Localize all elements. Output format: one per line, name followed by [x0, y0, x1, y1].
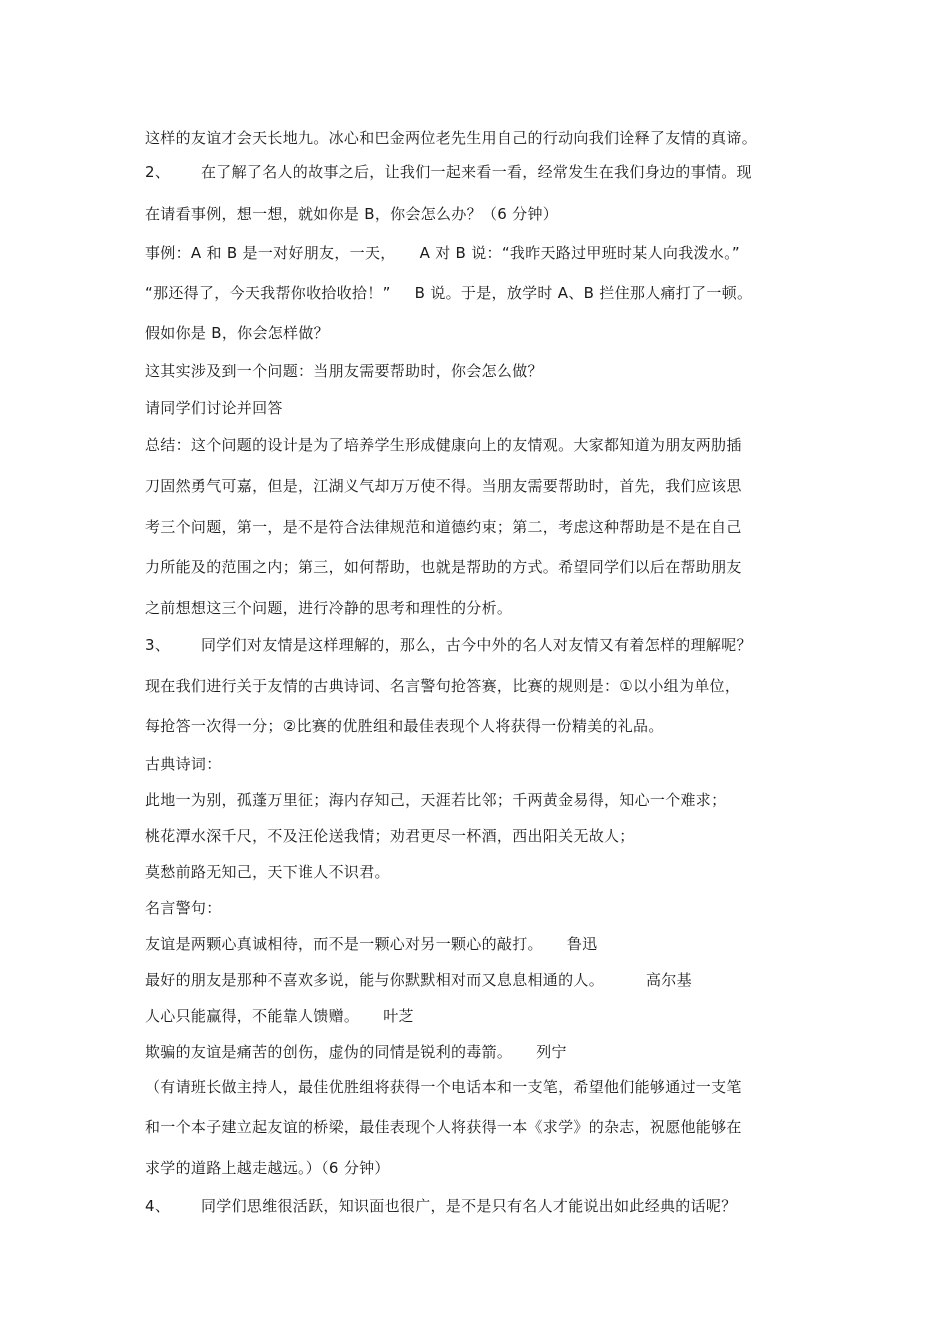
summary-line: 考三个问题，第一，是不是符合法律规范和道德约束；第二，考虑这种帮助是不是在自己	[145, 518, 742, 536]
quote-line	[145, 1042, 567, 1062]
section-3-line-1	[145, 635, 752, 655]
section-4-line-1	[145, 1196, 737, 1216]
summary-line: 刀固然勇气可嘉，但是，江湖义气却万万使不得。当朋友需要帮助时，首先，我们应该思	[145, 477, 742, 495]
quote-text: 友谊是两颗心真诚相待，而不是一颗心对另一颗心的敲打。	[145, 935, 543, 953]
quote-text: 欺骗的友谊是痛苦的创伤，虚伪的同情是锐利的毒箭。	[145, 1043, 513, 1061]
note-line: （有请班长做主持人，最佳优胜组将获得一个电话本和一支笔，希望他们能够通过一支笔	[145, 1078, 742, 1096]
section-number: 4、	[145, 1197, 171, 1215]
paragraph-line: 这样的友谊才会天长地九。冰心和巴金两位老先生用自己的行动向我们诠释了友情的真谛。	[145, 129, 758, 147]
example-line-1	[145, 243, 740, 263]
quotes-heading: 名言警句：	[145, 899, 222, 917]
summary-line: 之前想想这三个问题，进行冷静的思考和理性的分析。	[145, 599, 513, 617]
quote-author: 高尔基	[646, 971, 692, 989]
example-text: B 说。于是，放学时 A、B 拦住那人痛打了一顿。	[414, 284, 753, 302]
question-line: 这其实涉及到一个问题：当朋友需要帮助时，你会怎么做？	[145, 362, 543, 380]
poem-line: 莫愁前路无知己，天下谁人不识君。	[145, 863, 390, 881]
section-number: 2、	[145, 163, 171, 181]
section-text: 同学们对友情是这样理解的，那么，古今中外的名人对友情又有着怎样的理解呢？	[201, 636, 752, 654]
quote-author: 列宁	[536, 1043, 567, 1061]
example-text: 事例：A 和 B 是一对好朋友，一天，	[145, 244, 396, 262]
summary-line: 力所能及的范围之内；第三，如何帮助，也就是帮助的方式。希望同学们以后在帮助朋友	[145, 558, 742, 576]
section-text: 同学们思维很活跃，知识面也很广，是不是只有名人才能说出如此经典的话呢？	[201, 1197, 737, 1215]
quote-line	[145, 934, 597, 954]
poem-line: 此地一为别，孤蓬万里征；海内存知己，天涯若比邻；千两黄金易得，知心一个难求；	[145, 791, 727, 809]
poem-line: 桃花潭水深千尺，不及汪伦送我情；劝君更尽一杯酒，西出阳关无故人；	[145, 827, 635, 845]
quote-line	[145, 1006, 414, 1026]
quote-text: 人心只能赢得，不能靠人馈赠。	[145, 1007, 360, 1025]
poems-heading: 古典诗词：	[145, 755, 222, 773]
quote-line	[145, 970, 692, 990]
discussion-prompt: 请同学们讨论并回答	[145, 399, 283, 417]
note-line: 和一个本子建立起友谊的桥梁，最佳表现个人将获得一本《求学》的杂志，祝愿他能够在	[145, 1118, 742, 1136]
quote-author: 鲁迅	[566, 935, 598, 953]
section-3-line-3: 每抢答一次得一分；②比赛的优胜组和最佳表现个人将获得一份精美的礼品。	[145, 717, 664, 735]
quote-text: 最好的朋友是那种不喜欢多说，能与你默默相对而又息息相通的人。	[145, 971, 605, 989]
example-text: A 对 B 说：“我昨天路过甲班时某人向我泼水。”	[419, 244, 740, 262]
section-2-line-2: 在请看事例，想一想，就如你是 B，你会怎么办？（6 分钟）	[145, 205, 559, 223]
quote-author: 叶芝	[383, 1007, 414, 1025]
section-text: 在了解了名人的故事之后，让我们一起来看一看，经常发生在我们身边的事情。现	[201, 163, 752, 181]
section-number: 3、	[145, 636, 171, 654]
question-line: 假如你是 B，你会怎样做？	[145, 324, 329, 342]
summary-line: 总结：这个问题的设计是为了培养学生形成健康向上的友情观。大家都知道为朋友两肋插	[145, 436, 742, 454]
example-text: “那还得了，今天我帮你收拾收拾！”	[145, 284, 391, 302]
note-line: 求学的道路上越走越远。）（6 分钟）	[145, 1159, 390, 1177]
example-line-2	[145, 283, 752, 303]
section-2-line-1	[145, 162, 752, 182]
section-3-line-2: 现在我们进行关于友情的古典诗词、名言警句抢答赛，比赛的规则是：①以小组为单位，	[145, 677, 741, 695]
